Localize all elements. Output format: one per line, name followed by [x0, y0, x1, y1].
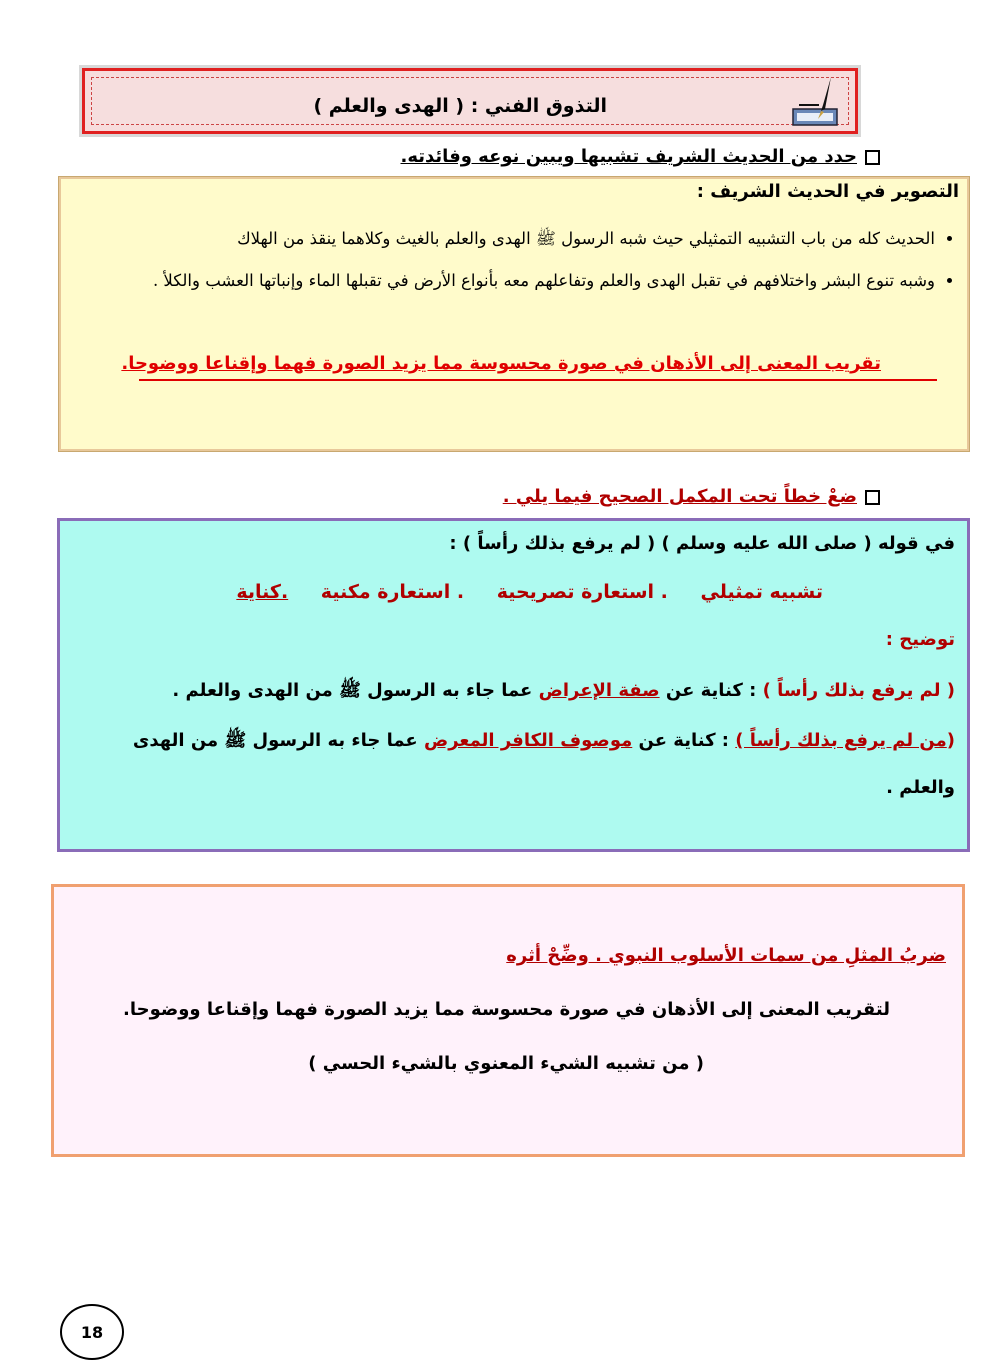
explanation-line-2 [133, 729, 955, 755]
bullet-item: • وشبه تنوع البشر واختلافهم في تقبل الهدى والعلم وتفاعلهم معه بأنواع الأرض في تقبلها الماء وإنباتها العشب والكلأ . [67, 267, 935, 295]
underlined-answer: صفة الإعراض [538, 680, 660, 701]
box3-note: ( من تشبيه الشيء المعنوي بالشيء الحسي ) [308, 1053, 704, 1074]
question-1 [401, 146, 880, 167]
option-tasrihiya: . استعارة تصريحية [496, 581, 668, 603]
question-2 [503, 486, 880, 507]
bullet-item: • الحديث كله من باب التشبيه التمثيلي حيث شبه الرسول ﷺ الهدى والعلم بالغيث وكلاهما ينقذ من الهلاك [67, 225, 935, 253]
box2-prompt: في قوله ( صلى الله عليه وسلم ) ( لم يرفع بذلك رأساً ) : [449, 533, 955, 554]
question-2-label: ضعْ خطاً تحت المكمل الصحيح فيما يلي . [502, 486, 857, 507]
kinaya-box [57, 518, 970, 852]
prophetic-style-box [51, 884, 965, 1157]
hadith-imagery-box [58, 176, 970, 452]
option-kinaya-correct: .كناية [236, 581, 289, 603]
option-tamthili: تشبيه تمثيلي [700, 581, 823, 603]
explanation-text: عما جاء به الرسول ﷺ من الهدى والعلم . [172, 680, 539, 701]
box1-conclusion: تقريب المعنى إلى الأذهان في صورة محسوسة مما يزيد الصورة فهما وإقناعا ووضوحا. [121, 353, 881, 374]
box3-title: ضربُ المثلِ من سمات الأسلوب النبوي . وضِّحْ أثره [506, 945, 946, 966]
box3-answer: لتقريب المعنى إلى الأذهان في صورة محسوسة مما يزيد الصورة فهما وإقناعا ووضوحا. [123, 999, 890, 1020]
explanation-text: : كناية عن [659, 680, 763, 701]
underline-rule [139, 379, 937, 381]
bullet-list [67, 225, 959, 309]
header-banner [82, 68, 858, 134]
option-makniya: . استعارة مكنية [320, 581, 465, 603]
explanation-title: توضيح : [885, 629, 955, 650]
quote-phrase: ( لم يرفع بذلك رأساً ) [762, 680, 955, 701]
open-paren: ( [946, 730, 955, 751]
box1-title: التصوير في الحديث الشريف : [696, 181, 959, 202]
page-title: التذوق الفني : ( الهدى والعلم ) [313, 95, 607, 117]
pen-writing-icon [791, 75, 843, 131]
checkbox-icon [865, 150, 880, 165]
underlined-answer: موصوف الكافر المعرض [424, 730, 633, 751]
page-number: 18 [60, 1304, 124, 1360]
explanation-text: : كناية عن [632, 730, 736, 751]
explanation-line-1 [172, 679, 955, 705]
quote-phrase [735, 730, 955, 751]
quote-text: من لم يرفع بذلك رأساً ) [735, 730, 947, 751]
checkbox-icon [865, 490, 880, 505]
explanation-text: عما جاء به الرسول ﷺ من الهدى [132, 730, 424, 751]
explanation-line-3: والعلم . [886, 777, 955, 798]
answer-options [210, 581, 823, 603]
question-1-label: حدد من الحديث الشريف تشبيها ويبين نوعه وفائدته. [400, 146, 857, 167]
